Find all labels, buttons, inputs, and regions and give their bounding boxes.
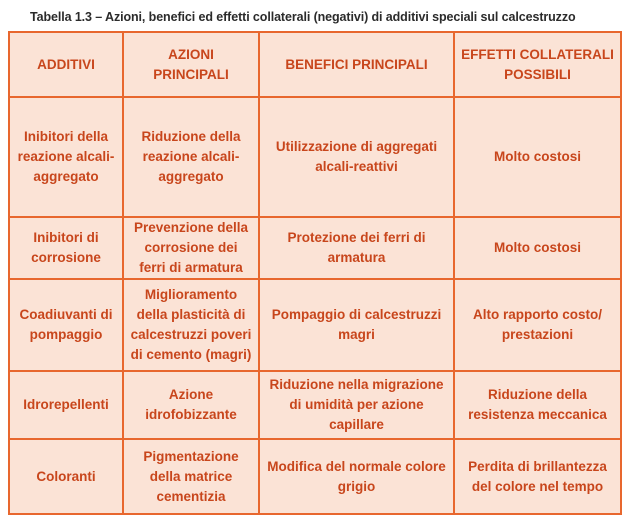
cell-additivo: Inibitori di corrosione [9, 217, 123, 279]
cell-azione: Azione idrofobizzante [123, 371, 259, 439]
cell-effetto: Molto costosi [454, 97, 621, 217]
header-benefici-principali: BENEFICI PRINCIPALI [259, 32, 454, 97]
header-effetti-collaterali: EFFETTI COLLATERALI POSSIBILI [454, 32, 621, 97]
header-azioni-principali: AZIONI PRINCIPALI [123, 32, 259, 97]
cell-additivo: Coadiuvanti di pompaggio [9, 279, 123, 371]
cell-azione: Pigmentazione della matrice cementizia [123, 439, 259, 514]
table-row [9, 279, 621, 371]
cell-additivo: Idrorepellenti [9, 371, 123, 439]
table-header-row [9, 32, 621, 97]
cell-beneficio: Protezione dei ferri di armatura [259, 217, 454, 279]
header-additivi: ADDITIVI [9, 32, 123, 97]
cell-beneficio: Utilizzazione di aggregati alcali-reattivi [259, 97, 454, 217]
cell-azione: Riduzione della reazione alcali-aggregato [123, 97, 259, 217]
cell-beneficio: Pompaggio di calcestruzzi magri [259, 279, 454, 371]
cell-azione: Miglioramento della plasticità di calcestruzzi poveri di cemento (magri) [123, 279, 259, 371]
table-row [9, 371, 621, 439]
additives-table [8, 31, 622, 515]
table-row [9, 97, 621, 217]
table-row [9, 439, 621, 514]
cell-effetto: Molto costosi [454, 217, 621, 279]
table-row [9, 217, 621, 279]
cell-additivo: Coloranti [9, 439, 123, 514]
cell-beneficio: Modifica del normale colore grigio [259, 439, 454, 514]
cell-azione: Prevenzione della corrosione dei ferri di armatura [123, 217, 259, 279]
cell-beneficio: Riduzione nella migrazione di umidità per azione capillare [259, 371, 454, 439]
table-caption: Tabella 1.3 – Azioni, benefici ed effetti collaterali (negativi) di additivi speciali sul calcestruzzo [30, 10, 576, 24]
cell-effetto: Perdita di brillantezza del colore nel tempo [454, 439, 621, 514]
cell-effetto: Alto rapporto costo/ prestazioni [454, 279, 621, 371]
cell-effetto: Riduzione della resistenza meccanica [454, 371, 621, 439]
cell-additivo: Inibitori della reazione alcali-aggregato [9, 97, 123, 217]
